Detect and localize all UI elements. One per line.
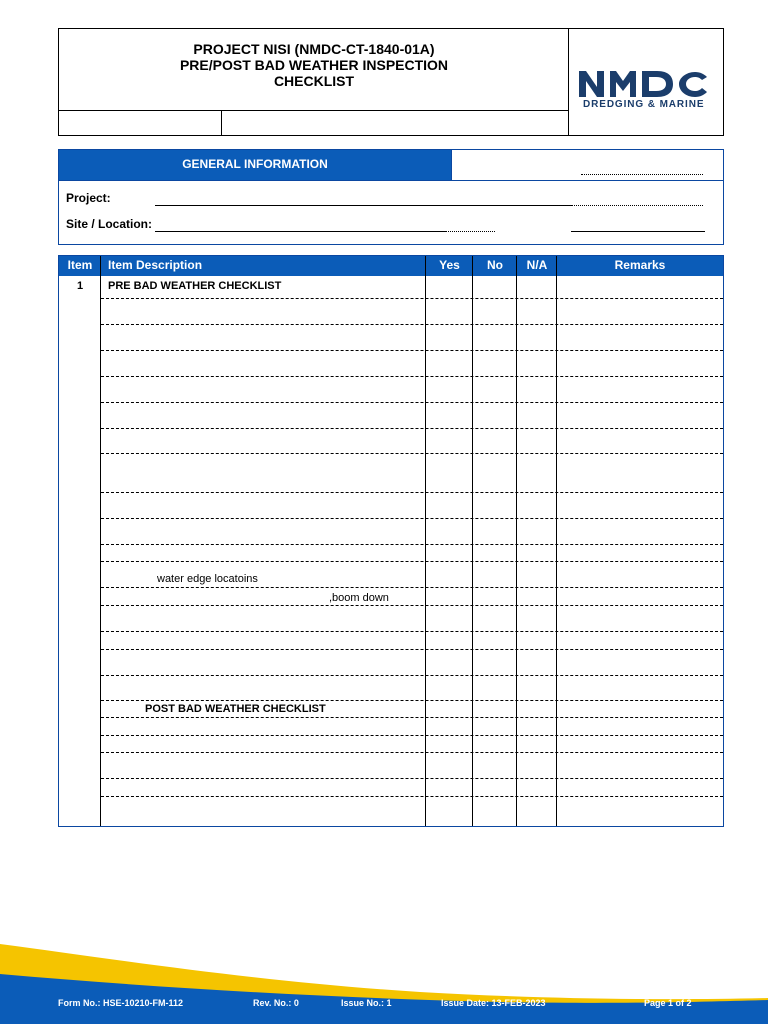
document-title [59,41,569,89]
nmdc-logo [577,67,723,99]
table-row-divider [101,561,723,562]
section-heading-pre: PRE BAD WEATHER CHECKLIST [108,280,282,292]
section-divider [59,180,723,181]
table-row-divider [101,631,723,632]
issue-number: Issue No.: 1 [341,998,392,1008]
logo-subtitle: DREDGING & MARINE [583,99,705,110]
blank-field-line [581,174,703,175]
table-row-divider [101,605,723,606]
site-location-label: Site / Location: [66,217,153,231]
column-header-yes: Yes [439,258,460,272]
site-location-field[interactable] [155,231,445,232]
project-label: Project: [66,191,111,205]
column-divider [472,256,473,826]
table-row-divider [101,752,723,753]
table-row-divider [101,453,723,454]
column-divider [100,256,101,826]
column-divider [425,256,426,826]
page-number: Page 1 of 2 [644,998,692,1008]
title-line-1: PROJECT NISI (NMDC-CT-1840-01A) [193,41,435,57]
column-header-na: N/A [526,258,548,272]
checklist-table [58,255,724,827]
table-row-divider [101,717,723,718]
issue-date: Issue Date: 13-FEB-2023 [441,998,546,1008]
document-header [58,28,724,136]
table-row-divider [101,675,723,676]
header-divider [59,110,568,111]
project-field[interactable] [155,205,571,206]
table-row-divider [101,350,723,351]
table-row-divider [101,587,723,588]
column-header-description: Item Description [108,258,203,272]
table-row-divider [101,324,723,325]
section-divider [451,150,452,180]
table-row-divider [101,402,723,403]
row-text: water edge locatoins [157,573,258,585]
table-row-divider [101,492,723,493]
column-header-remarks: Remarks [614,258,666,272]
column-header-item: Item [67,258,93,272]
project-field-extension [571,205,703,206]
form-number: Form No.: HSE-10210-FM-112 [58,998,184,1008]
header-divider [568,29,569,136]
table-row-divider [101,778,723,779]
item-number: 1 [76,280,84,292]
section-heading-post: POST BAD WEATHER CHECKLIST [145,703,326,715]
table-row-divider [101,376,723,377]
title-line-3: CHECKLIST [273,73,355,89]
header-divider [221,110,222,136]
general-information-heading: GENERAL INFORMATION [59,150,451,180]
column-divider [556,256,557,826]
title-line-2: PRE/POST BAD WEATHER INSPECTION [179,57,449,73]
table-row-divider [101,649,723,650]
revision-number: Rev. No.: 0 [253,998,299,1008]
footer [0,998,768,1014]
site-date-field[interactable] [571,231,705,232]
site-location-field-extension [445,231,495,232]
table-row-divider [101,796,723,797]
table-row-divider [101,735,723,736]
column-header-no: No [487,258,503,272]
column-divider [516,256,517,826]
table-row-divider [101,518,723,519]
row-text: ,boom down [329,592,389,604]
table-row-divider [101,544,723,545]
table-row-divider [101,700,723,701]
general-information-section [58,149,724,245]
table-row-divider [101,428,723,429]
table-row-divider [101,298,723,299]
